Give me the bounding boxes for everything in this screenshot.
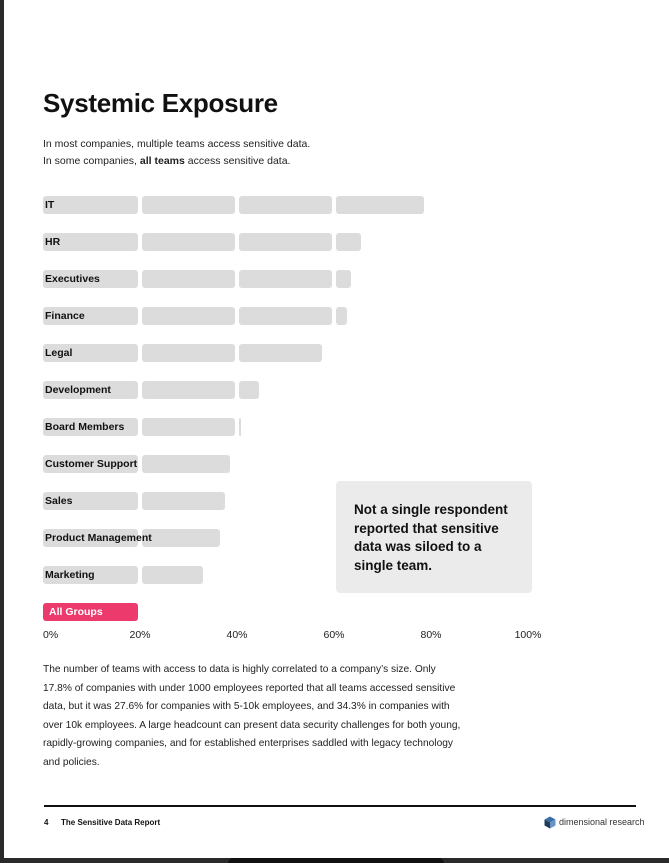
category-label-marketing: Marketing bbox=[45, 569, 95, 581]
category-label-it: IT bbox=[45, 199, 55, 211]
callout-box bbox=[336, 481, 532, 593]
callout-text: Not a single respondent reported that sensitive data was siloed to a single team. bbox=[354, 502, 508, 573]
page-title: Systemic Exposure bbox=[43, 88, 278, 118]
category-label-all-groups: All Groups bbox=[49, 606, 103, 618]
bar-segment-it-2 bbox=[142, 196, 235, 214]
category-label-development: Development bbox=[45, 384, 111, 396]
bar-segment-development-3 bbox=[239, 381, 259, 399]
x-tick-label: 40% bbox=[226, 629, 248, 641]
intro-line-2-suffix: access sensitive data. bbox=[184, 155, 291, 167]
bar-segment-marketing-2 bbox=[142, 566, 203, 584]
bar-segment-product-management-2 bbox=[142, 529, 220, 547]
x-tick-label: 60% bbox=[323, 629, 345, 641]
cube-icon bbox=[544, 816, 556, 829]
category-label-sales: Sales bbox=[45, 495, 73, 507]
bar-segment-development-2 bbox=[142, 381, 235, 399]
bar-segment-it-1 bbox=[43, 196, 138, 214]
bar-segment-executives-3 bbox=[239, 270, 332, 288]
bar-segment-finance-2 bbox=[142, 307, 235, 325]
bar-segment-board-members-3 bbox=[239, 418, 241, 436]
bar-segment-customer-support-2 bbox=[142, 455, 230, 473]
body-paragraph: The number of teams with access to data is highly correlated to a company’s size. Only 17.8% of companies with under 1000 employees reported that all teams accessed sensitive data, but it was 27.6% for companies with 5-10k employees, and 34.3% in companies with over 10k employees. A large headcount can present data security challenges for both young, rapidly-growing companies, and for established enterprises saddled with legacy technology and policies. bbox=[43, 664, 461, 768]
logo-text: dimensional research bbox=[559, 817, 645, 827]
dimensional-research-logo bbox=[544, 815, 645, 829]
bar-segment-hr-2 bbox=[142, 233, 235, 251]
bar-segment-hr-4 bbox=[336, 233, 361, 251]
bar-segment-legal-3 bbox=[239, 344, 322, 362]
footer-divider bbox=[44, 805, 636, 807]
bar-segment-sales-2 bbox=[142, 492, 225, 510]
category-label-board-members: Board Members bbox=[45, 421, 125, 433]
bar-segment-board-members-2 bbox=[142, 418, 235, 436]
x-tick-label: 80% bbox=[420, 629, 442, 641]
category-label-product-management: Product Management bbox=[45, 532, 152, 544]
category-label-legal: Legal bbox=[45, 347, 73, 359]
x-tick-label: 100% bbox=[514, 629, 542, 641]
bar-segment-it-3 bbox=[239, 196, 332, 214]
intro-line-2-prefix: In some companies, bbox=[43, 155, 140, 167]
category-label-executives: Executives bbox=[45, 273, 100, 285]
footer-report-title: The Sensitive Data Report bbox=[61, 818, 161, 827]
bar-segment-finance-3 bbox=[239, 307, 332, 325]
bar-segment-it-4 bbox=[336, 196, 424, 214]
x-tick-label: 20% bbox=[129, 629, 151, 641]
bar-segment-executives-4 bbox=[336, 270, 351, 288]
category-label-customer-support: Customer Support bbox=[45, 458, 138, 470]
bar-segment-hr-3 bbox=[239, 233, 332, 251]
bar-segment-finance-4 bbox=[336, 307, 347, 325]
x-tick-label: 0% bbox=[43, 629, 59, 641]
viewer-scroll-pill[interactable] bbox=[228, 858, 444, 863]
footer-page-number: 4 bbox=[44, 818, 49, 827]
category-label-finance: Finance bbox=[45, 310, 85, 322]
category-label-hr: HR bbox=[45, 236, 61, 248]
intro-line-1: In most companies, multiple teams access sensitive data. bbox=[43, 138, 311, 150]
bar-segment-executives-2 bbox=[142, 270, 235, 288]
bar-segment-legal-2 bbox=[142, 344, 235, 362]
intro-line-2-bold: all teams bbox=[139, 155, 185, 167]
